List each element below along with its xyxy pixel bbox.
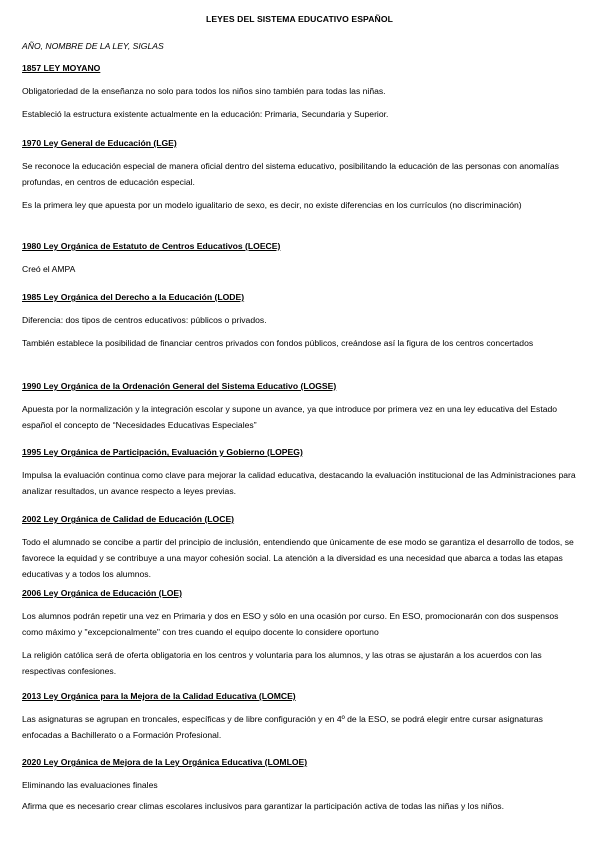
- section-paragraph: Es la primera ley que apuesta por un modelo igualitario de sexo, es decir, no existe diferencias en los currículos (no discriminación): [22, 200, 522, 210]
- section-paragraph: Los alumnos podrán repetir una vez en Primaria y dos en ESO y sólo en una ocasión por curso. En ESO, promocionarán con dos suspensos como máximo y "excepcionalmente" con tres cuando el equipo docente lo considere oportuno: [22, 611, 559, 637]
- law-section-2006: [22, 587, 577, 679]
- section-paragraph: Apuesta por la normalización y la integración escolar y supone un avance, ya que introduce por primera vez en una ley educativa del Estado español el concepto de “Necesidades Educativas Especiales”: [22, 404, 558, 430]
- section-heading: 1995 Ley Orgánica de Participación, Evaluación y Gobierno (LOPEG): [22, 447, 303, 457]
- law-section-2020: [22, 756, 577, 814]
- document-title: LEYES DEL SISTEMA EDUCATIVO ESPAÑOL: [205, 14, 393, 24]
- law-section-2002: [22, 513, 577, 582]
- section-paragraph: Estableció la estructura existente actualmente en la educación: Primaria, Secundaria y Superior.: [22, 109, 389, 119]
- law-section-1985: [22, 291, 577, 351]
- section-paragraph: Creó el AMPA: [22, 264, 76, 274]
- section-paragraph: Afirma que es necesario crear climas escolares inclusivos para garantizar la participación activa de todas las niñas y los niños.: [22, 801, 504, 811]
- section-heading: 1970 Ley General de Educación (LGE): [22, 138, 177, 148]
- law-section-1857: [22, 62, 577, 122]
- section-heading: 2002 Ley Orgánica de Calidad de Educación (LOCE): [22, 514, 235, 524]
- section-paragraph: También establece la posibilidad de financiar centros privados con fondos públicos, creándose así la figura de los centros concertados: [22, 338, 534, 348]
- section-paragraph: Se reconoce la educación especial de manera oficial dentro del sistema educativo, posibilitando la educación de las personas con anomalías profundas, en centros de educación especial.: [22, 161, 559, 187]
- law-section-1990: [22, 380, 577, 433]
- document-subtitle: AÑO, NOMBRE DE LA LEY, SIGLAS: [22, 41, 164, 51]
- section-paragraph: Obligatoriedad de la enseñanza no solo para todos los niños sino también para todas las niñas.: [22, 86, 386, 96]
- section-heading: 1985 Ley Orgánica del Derecho a la Educación (LODE): [22, 292, 245, 302]
- section-heading: 1990 Ley Orgánica de la Ordenación General del Sistema Educativo (LOGSE): [22, 381, 337, 391]
- law-section-1980: [22, 240, 577, 277]
- section-paragraph: Impulsa la evaluación continua como clave para mejorar la calidad educativa, destacando la evaluación institucional de las Administraciones para analizar resultados, un avance respecto a leyes previas.: [22, 470, 576, 496]
- law-section-1995: [22, 446, 577, 499]
- section-heading: 2006 Ley Orgánica de Educación (LOE): [22, 588, 182, 598]
- law-section-2013: [22, 690, 577, 743]
- section-heading: 1980 Ley Orgánica de Estatuto de Centros Educativos (LOECE): [22, 241, 281, 251]
- section-paragraph: Todo el alumnado se concibe a partir del principio de inclusión, entendiendo que únicamente de ese modo se garantiza el desarrollo de todos, se favorece la equidad y se contribuye a una mayor cohesión social. La atención a la diversidad es una necesidad que abarca a todas las etapas educativas y a todos los alumnos.: [22, 537, 574, 579]
- section-paragraph: Diferencia: dos tipos de centros educativos: públicos o privados.: [22, 315, 267, 325]
- section-paragraph: Eliminando las evaluaciones finales: [22, 780, 158, 790]
- law-section-1970: [22, 137, 577, 213]
- section-heading: 1857 LEY MOYANO: [22, 63, 101, 73]
- section-paragraph: La religión católica será de oferta obligatoria en los centros y voluntaria para los alumnos, y las otras se ajustarán a los acuerdos con las respectivas confesiones.: [22, 650, 542, 676]
- section-heading: 2020 Ley Orgánica de Mejora de la Ley Orgánica Educativa (LOMLOE): [22, 757, 308, 767]
- section-heading: 2013 Ley Orgánica para la Mejora de la Calidad Educativa (LOMCE): [22, 691, 296, 701]
- section-paragraph: Las asignaturas se agrupan en troncales, específicas y de libre configuración y en 4º de la ESO, se podrá elegir entre cursar asignaturas enfocadas a Bachillerato o a Formación Profesional.: [22, 714, 543, 740]
